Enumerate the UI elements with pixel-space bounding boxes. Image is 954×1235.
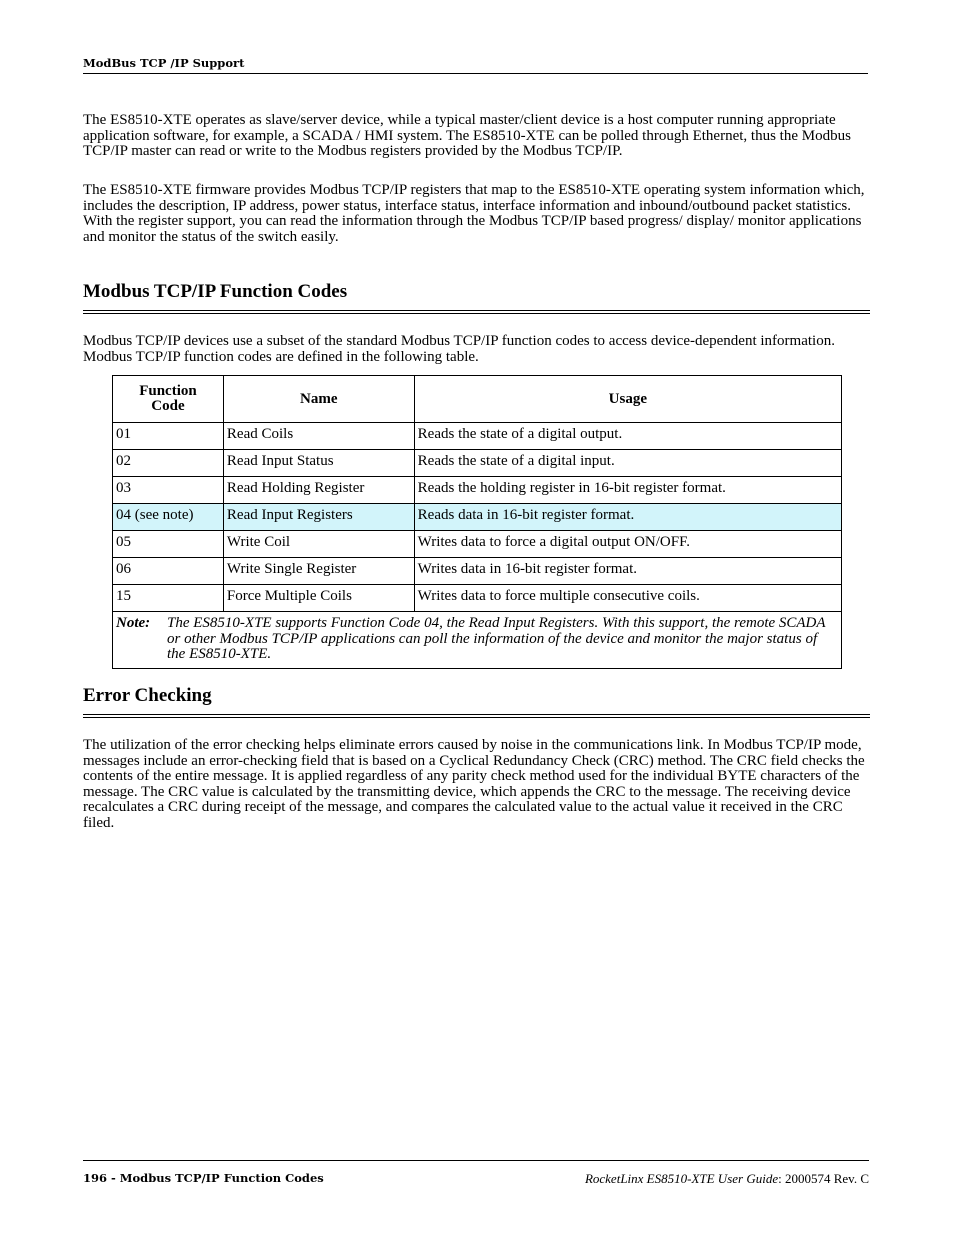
note-label: Note: — [116, 615, 151, 631]
intro-paragraph-1: The ES8510-XTE operates as slave/server device, while a typical master/client device is a host computer running appropriate application software, for example, a SCADA / HMI system. The ES8510-XTE can be polled through Ethernet, thus the Modbus TCP/IP master can read or write to the Modbus registers provided by the Modbus TCP/IP. — [83, 112, 851, 159]
column-header-name: Name — [223, 376, 414, 423]
footer-guide-title: RocketLinx ES8510-XTE User Guide — [584, 1171, 779, 1186]
table-note-row — [113, 612, 842, 669]
cell-usage: Writes data to force multiple consecutive coils. — [414, 585, 841, 612]
error-checking-paragraph: The utilization of the error checking helps eliminate errors caused by noise in the communications link. In Modbus TCP/IP mode, messages include an error-checking field that is based on a Cyclical Redundancy Check (CRC) method. The CRC field checks the contents of the entire message. It is applied regardless of any parity check method used for the individual BYTE characters of the message. The CRC value is calculated by the transmitting device, which appends the CRC to the message. The receiving device recalculates a CRC during receipt of the message, and compares the calculated value to the actual value it received in the CRC filed. — [83, 737, 865, 831]
cell-code: 01 — [113, 423, 224, 450]
intro-paragraph-2: The ES8510-XTE firmware provides Modbus TCP/IP registers that map to the ES8510-XTE operating system information which, includes the description, IP address, power status, interface status, interface information and inbound/outbound packet statistics. With the register support, you can read the information through the Modbus TCP/IP based progress/ display/ monitor applications and monitor the status of the switch easily. — [83, 182, 865, 245]
cell-name: Read Coils — [223, 423, 414, 450]
column-header-usage: Usage — [414, 376, 841, 423]
cell-usage: Reads the state of a digital input. — [414, 450, 841, 477]
note-text: The ES8510-XTE supports Function Code 04, the Read Input Registers. With this support, the remote SCADA or other Modbus TCP/IP applications can poll the information of the device and monitor the major status of the ES8510-XTE. — [167, 615, 826, 662]
table-row — [113, 585, 842, 612]
column-header-function-code-line2: Code — [151, 398, 185, 414]
cell-code: 04 (see note) — [113, 504, 224, 531]
cell-code: 05 — [113, 531, 224, 558]
cell-code: 06 — [113, 558, 224, 585]
cell-code: 02 — [113, 450, 224, 477]
footer-document-info — [585, 1171, 869, 1187]
cell-name: Read Holding Register — [223, 477, 414, 504]
table-row — [113, 450, 842, 477]
cell-usage: Reads the state of a digital output. — [414, 423, 841, 450]
column-header-function-code — [113, 376, 224, 423]
table-row — [113, 558, 842, 585]
page-footer — [83, 1160, 869, 1187]
table-row — [113, 477, 842, 504]
cell-name: Force Multiple Coils — [223, 585, 414, 612]
cell-usage: Reads data in 16-bit register format. — [414, 504, 841, 531]
section-heading-function-codes — [83, 281, 870, 314]
column-header-function-code-line1: Function — [139, 383, 197, 399]
cell-name: Write Coil — [223, 531, 414, 558]
heading-text: Modbus TCP/IP Function Codes — [83, 281, 348, 302]
cell-name: Write Single Register — [223, 558, 414, 585]
table-row-highlighted — [113, 504, 842, 531]
section-heading-error-checking — [83, 685, 870, 718]
cell-code: 15 — [113, 585, 224, 612]
function-codes-table — [112, 375, 842, 669]
table-header-row — [113, 376, 842, 423]
footer-revision: : 2000574 Rev. C — [778, 1171, 869, 1186]
cell-usage: Writes data in 16-bit register format. — [414, 558, 841, 585]
cell-name: Read Input Status — [223, 450, 414, 477]
table-note — [113, 612, 842, 669]
table-row — [113, 423, 842, 450]
cell-usage: Reads the holding register in 16-bit register format. — [414, 477, 841, 504]
cell-code: 03 — [113, 477, 224, 504]
heading-text: Error Checking — [83, 685, 212, 706]
table-row — [113, 531, 842, 558]
cell-name: Read Input Registers — [223, 504, 414, 531]
function-codes-intro: Modbus TCP/IP devices use a subset of the standard Modbus TCP/IP function codes to access device-dependent information. Modbus TCP/IP function codes are defined in the following table. — [83, 333, 835, 365]
footer-page-label: 196 - Modbus TCP/IP Function Codes — [83, 1171, 324, 1185]
running-header: ModBus TCP /IP Support — [83, 56, 868, 74]
cell-usage: Writes data to force a digital output ON/OFF. — [414, 531, 841, 558]
